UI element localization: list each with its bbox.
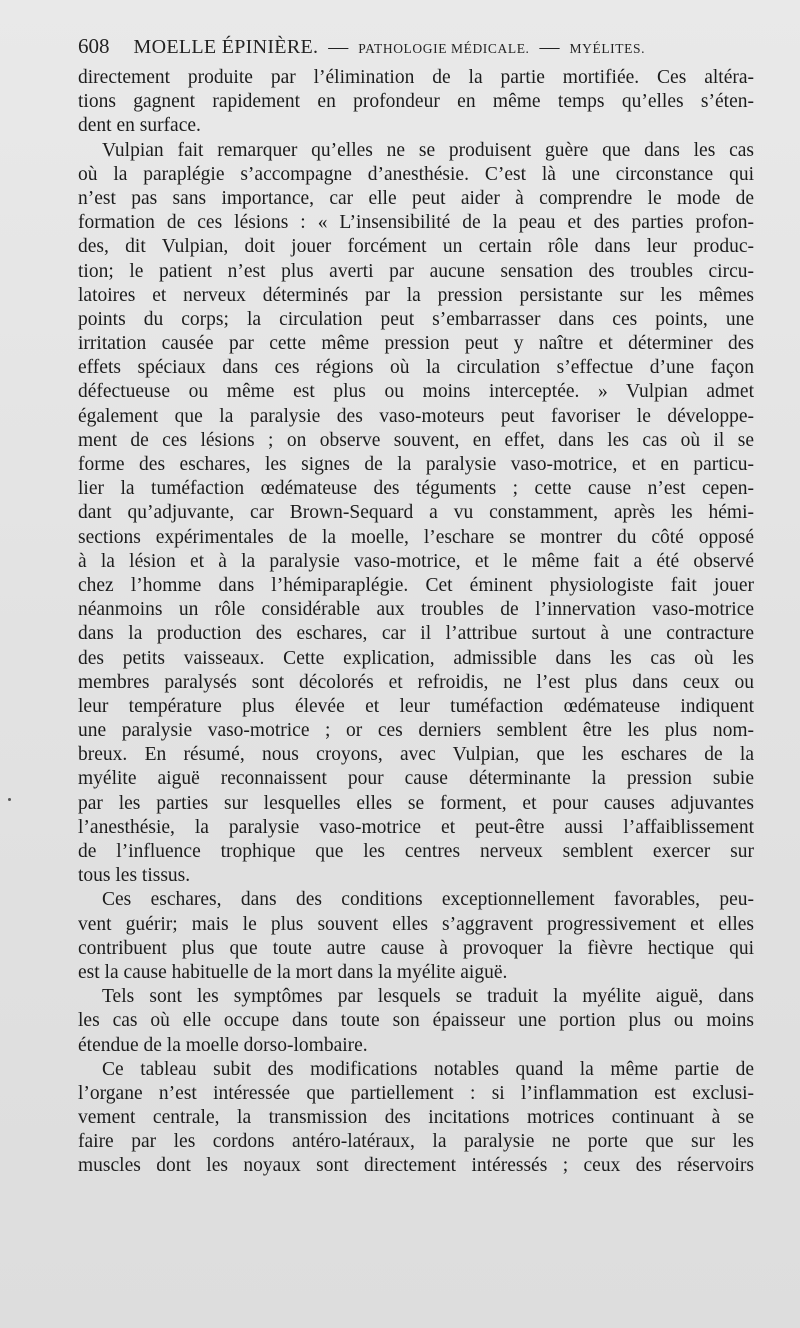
text-line: irritation causée par cette même pression peut y naître et déterminer des <box>78 333 754 355</box>
text-line: Ces eschares, dans des conditions exceptionnellement favorables, peu- <box>102 889 754 911</box>
text-line: tions gagnent rapidement en profondeur en même temps qu’elles s’éten- <box>78 91 754 113</box>
text-line: formation de ces lésions : « L’insensibilité de la peau et des parties profon- <box>78 212 754 234</box>
text-line: dent en surface. <box>78 115 201 137</box>
text-line: des, dit Vulpian, doit jouer forcément un certain rôle dans leur produc- <box>78 236 754 258</box>
text-line: leur température plus élevée et leur tuméfaction œdémateuse indiquent <box>78 695 754 717</box>
text-line: membres paralysés sont décolorés et refroidis, ne l’est plus dans ceux ou <box>78 671 754 693</box>
text-line: directement produite par l’élimination de la partie mortifiée. Ces altéra- <box>78 67 754 88</box>
text-line: latoires et nerveux déterminés par la pression persistante sur les mêmes <box>78 284 754 306</box>
text-line: faire par les cordons antéro-latéraux, la paralysie ne porte que sur les <box>78 1131 754 1153</box>
text-line: tous les tissus. <box>78 865 191 887</box>
text-line: les cas où elle occupe dans toute son épaisseur une portion plus ou moins <box>78 1010 754 1032</box>
text-line: est la cause habituelle de la mort dans la myélite aiguë. <box>78 961 508 983</box>
text-line: muscles dont les noyaux sont directement intéressés ; ceux des réservoirs <box>78 1155 754 1177</box>
text-line: sections expérimentales de la moelle, l’eschare se montrer du côté opposé <box>78 526 754 548</box>
header-separator: — <box>328 36 349 58</box>
text-line: Tels sont les symptômes par lesquels se traduit la myélite aiguë, dans <box>102 986 754 1008</box>
text-line: breux. En résumé, nous croyons, avec Vulpian, que les eschares de la <box>78 744 754 766</box>
running-head <box>78 34 754 62</box>
text-line: l’organe n’est intéressée que partiellement : si l’inflammation est exclusi- <box>78 1082 754 1104</box>
text-line: dant qu’adjuvante, car Brown-Sequard a vu constamment, après les hémi- <box>78 502 754 524</box>
body-text <box>78 66 754 1179</box>
text-line: vent guérir; mais le plus souvent elles s’aggravent progressivement et elles <box>78 913 754 935</box>
text-line: à la lésion et à la paralysie vaso-motrice, et le même fait a été observé <box>78 550 754 572</box>
subsection-title: MYÉLITES. <box>569 41 646 56</box>
text-line: également que la paralysie des vaso-moteurs peut favoriser le développe- <box>78 405 754 427</box>
text-line: une paralysie vaso-motrice ; or ces derniers semblent être les plus nom- <box>78 720 754 742</box>
text-line: Ce tableau subit des modifications notables quand la même partie de <box>102 1058 754 1080</box>
chapter-title: MOELLE ÉPINIÈRE. <box>133 36 319 58</box>
text-line: points du corps; la circulation peut s’embarrasser dans ces points, une <box>78 308 754 330</box>
text-line: effets spéciaux dans ces régions où la circulation s’effectue d’une façon <box>78 357 754 379</box>
text-line: forme des eschares, les signes de la paralysie vaso-motrice, et en particu- <box>78 454 754 475</box>
print-speck <box>8 798 11 801</box>
text-line: par les parties sur lesquelles elles se forment, et pour causes adjuvantes <box>78 792 754 814</box>
text-line: n’est pas sans importance, car elle peut aider à comprendre le mode de <box>78 187 754 209</box>
section-title: PATHOLOGIE MÉDICALE. <box>358 41 530 56</box>
header-separator: — <box>539 36 560 58</box>
text-line: où la paraplégie s’accompagne d’anesthésie. C’est là une circonstance qui <box>78 163 754 185</box>
text-line: étendue de la moelle dorso-lombaire. <box>78 1034 368 1056</box>
text-line: de l’influence trophique que les centres nerveux semblent exercer sur <box>78 841 754 862</box>
text-line: ment de ces lésions ; on observe souvent, en effet, dans les cas où il se <box>78 429 754 451</box>
text-line: défectueuse ou même est plus ou moins interceptée. » Vulpian admet <box>78 381 754 403</box>
text-line: chez l’homme dans l’hémiparaplégie. Cet éminent physiologiste fait jouer <box>78 574 754 596</box>
text-line: vement centrale, la transmission des incitations motrices continuant à se <box>78 1107 754 1129</box>
text-line: contribuent plus que toute autre cause à provoquer la fièvre hectique qui <box>78 937 754 959</box>
text-line: myélite aiguë reconnaissent pour cause déterminante la pression subie <box>78 768 754 790</box>
text-line: des petits vaisseaux. Cette explication, admissible dans les cas où les <box>78 647 754 669</box>
page-number: 608 <box>78 34 110 58</box>
text-line: dans la production des eschares, car il l’attribue surtout à une contracture <box>78 623 754 645</box>
text-line: néanmoins un rôle considérable aux troubles de l’innervation vaso-motrice <box>78 599 754 621</box>
text-line: l’anesthésie, la paralysie vaso-motrice et peut-être aussi l’affaiblissement <box>78 816 754 838</box>
text-line: tion; le patient n’est plus averti par aucune sensation des troubles circu- <box>78 260 754 282</box>
text-line: lier la tuméfaction œdémateuse des téguments ; cette cause n’est cepen- <box>78 478 754 500</box>
text-line: Vulpian fait remarquer qu’elles ne se produisent guère que dans les cas <box>102 139 754 161</box>
